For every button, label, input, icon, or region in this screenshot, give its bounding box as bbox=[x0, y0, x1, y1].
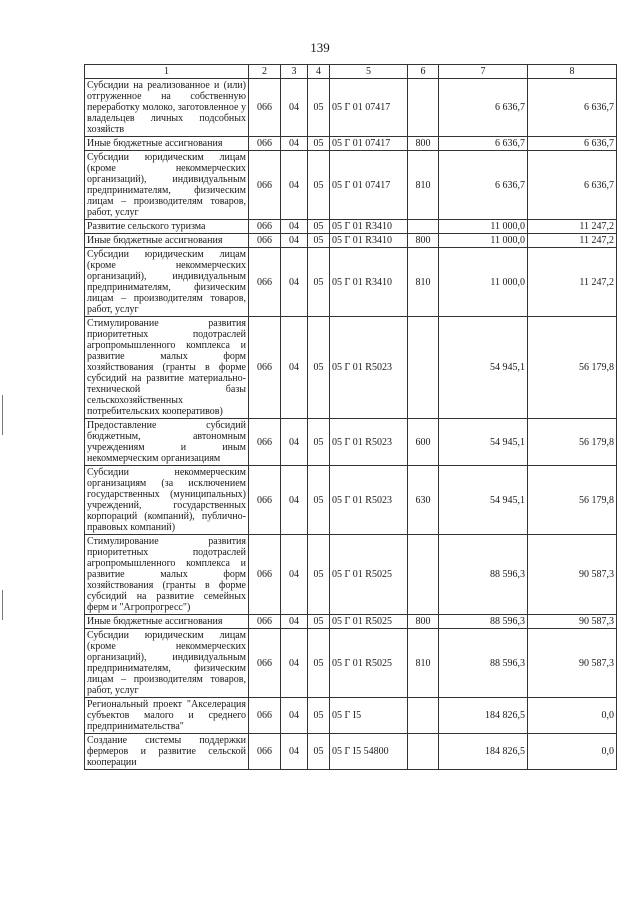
ministry-code-cell: 066 bbox=[249, 466, 281, 535]
amount-year2-cell: 11 247,2 bbox=[528, 220, 617, 234]
amount-year1-cell: 6 636,7 bbox=[439, 137, 528, 151]
table-row bbox=[85, 137, 617, 151]
target-article-cell: 05 Г 01 07417 bbox=[330, 137, 408, 151]
section-code-cell: 04 bbox=[281, 79, 308, 137]
ministry-code-cell: 066 bbox=[249, 137, 281, 151]
table-row bbox=[85, 248, 617, 317]
section-code-cell: 04 bbox=[281, 615, 308, 629]
amount-year1-cell: 11 000,0 bbox=[439, 248, 528, 317]
item-name-cell: Субсидии юридическим лицам (кроме некоммерческих организаций), индивидуальным предпринимателям, физическим лицам – производителям товаров, работ, услуг bbox=[85, 629, 249, 698]
amount-year2-cell: 90 587,3 bbox=[528, 615, 617, 629]
table-row bbox=[85, 615, 617, 629]
item-name-cell: Развитие сельского туризма bbox=[85, 220, 249, 234]
expense-type-cell: 600 bbox=[408, 419, 439, 466]
amount-year1-cell: 11 000,0 bbox=[439, 234, 528, 248]
table-row bbox=[85, 698, 617, 734]
section-code-cell: 04 bbox=[281, 137, 308, 151]
ministry-code-cell: 066 bbox=[249, 535, 281, 615]
target-article-cell: 05 Г 01 R5025 bbox=[330, 615, 408, 629]
ministry-code-cell: 066 bbox=[249, 79, 281, 137]
subsection-code-cell: 05 bbox=[308, 615, 330, 629]
amount-year2-cell: 56 179,8 bbox=[528, 419, 617, 466]
table-row bbox=[85, 234, 617, 248]
subsection-code-cell: 05 bbox=[308, 234, 330, 248]
target-article-cell: 05 Г 01 R5023 bbox=[330, 317, 408, 419]
table-row bbox=[85, 419, 617, 466]
item-name-cell: Иные бюджетные ассигнования bbox=[85, 137, 249, 151]
item-name-cell: Стимулирование развития приоритетных подотраслей агропромышленного комплекса и развитие малых форм хозяйствования (гранты в форме субсидий на развитие материально-технической базы сельскохозяйственных потребительских кооперативов) bbox=[85, 317, 249, 419]
item-name-cell: Субсидии некоммерческим организациям (за исключением государственных (муниципальных) учреждений, государственных корпораций (компаний), публично-правовых компаний) bbox=[85, 466, 249, 535]
column-header-5: 5 bbox=[330, 65, 408, 79]
section-code-cell: 04 bbox=[281, 248, 308, 317]
ministry-code-cell: 066 bbox=[249, 220, 281, 234]
amount-year1-cell: 6 636,7 bbox=[439, 79, 528, 137]
item-name-cell: Субсидии на реализованное и (или) отгруженное на собственную переработку молоко, заготовленное у владельцев личных подсобных хозяйств bbox=[85, 79, 249, 137]
expense-type-cell: 800 bbox=[408, 234, 439, 248]
target-article-cell: 05 Г 01 R5025 bbox=[330, 629, 408, 698]
amount-year2-cell: 90 587,3 bbox=[528, 629, 617, 698]
amount-year1-cell: 54 945,1 bbox=[439, 466, 528, 535]
scan-edge-mark bbox=[2, 590, 3, 620]
expense-type-cell: 810 bbox=[408, 629, 439, 698]
column-header-7: 7 bbox=[439, 65, 528, 79]
ministry-code-cell: 066 bbox=[249, 234, 281, 248]
amount-year1-cell: 184 826,5 bbox=[439, 734, 528, 770]
subsection-code-cell: 05 bbox=[308, 698, 330, 734]
subsection-code-cell: 05 bbox=[308, 535, 330, 615]
subsection-code-cell: 05 bbox=[308, 317, 330, 419]
column-header-1: 1 bbox=[85, 65, 249, 79]
ministry-code-cell: 066 bbox=[249, 317, 281, 419]
target-article-cell: 05 Г 01 R5023 bbox=[330, 419, 408, 466]
amount-year2-cell: 90 587,3 bbox=[528, 535, 617, 615]
item-name-cell: Региональный проект "Акселерация субъектов малого и среднего предпринимательства" bbox=[85, 698, 249, 734]
table-body bbox=[85, 79, 617, 770]
expense-type-cell bbox=[408, 535, 439, 615]
column-header-4: 4 bbox=[308, 65, 330, 79]
amount-year2-cell: 6 636,7 bbox=[528, 151, 617, 220]
section-code-cell: 04 bbox=[281, 698, 308, 734]
ministry-code-cell: 066 bbox=[249, 248, 281, 317]
expense-type-cell: 630 bbox=[408, 466, 439, 535]
ministry-code-cell: 066 bbox=[249, 151, 281, 220]
amount-year2-cell: 56 179,8 bbox=[528, 317, 617, 419]
expense-type-cell: 800 bbox=[408, 615, 439, 629]
ministry-code-cell: 066 bbox=[249, 615, 281, 629]
item-name-cell: Субсидии юридическим лицам (кроме некоммерческих организаций), индивидуальным предпринимателям, физическим лицам – производителям товаров, работ, услуг bbox=[85, 151, 249, 220]
table-row bbox=[85, 734, 617, 770]
subsection-code-cell: 05 bbox=[308, 79, 330, 137]
amount-year1-cell: 88 596,3 bbox=[439, 629, 528, 698]
section-code-cell: 04 bbox=[281, 151, 308, 220]
expense-type-cell bbox=[408, 317, 439, 419]
ministry-code-cell: 066 bbox=[249, 629, 281, 698]
amount-year1-cell: 54 945,1 bbox=[439, 317, 528, 419]
section-code-cell: 04 bbox=[281, 466, 308, 535]
amount-year1-cell: 54 945,1 bbox=[439, 419, 528, 466]
ministry-code-cell: 066 bbox=[249, 698, 281, 734]
column-header-3: 3 bbox=[281, 65, 308, 79]
section-code-cell: 04 bbox=[281, 220, 308, 234]
target-article-cell: 05 Г I5 54800 bbox=[330, 734, 408, 770]
expense-type-cell bbox=[408, 734, 439, 770]
item-name-cell: Стимулирование развития приоритетных подотраслей агропромышленного комплекса и развитие малых форм хозяйствования (гранты в форме субсидий на развитие семейных ферм и "Агропрогресс") bbox=[85, 535, 249, 615]
amount-year1-cell: 11 000,0 bbox=[439, 220, 528, 234]
expense-type-cell: 810 bbox=[408, 151, 439, 220]
header-row bbox=[85, 65, 617, 79]
ministry-code-cell: 066 bbox=[249, 419, 281, 466]
subsection-code-cell: 05 bbox=[308, 151, 330, 220]
subsection-code-cell: 05 bbox=[308, 629, 330, 698]
item-name-cell: Предоставление субсидий бюджетным, автономным учреждениям и иным некоммерческим организациям bbox=[85, 419, 249, 466]
table-row bbox=[85, 220, 617, 234]
table-row bbox=[85, 466, 617, 535]
subsection-code-cell: 05 bbox=[308, 419, 330, 466]
expense-type-cell bbox=[408, 220, 439, 234]
column-header-6: 6 bbox=[408, 65, 439, 79]
amount-year2-cell: 0,0 bbox=[528, 698, 617, 734]
amount-year1-cell: 88 596,3 bbox=[439, 535, 528, 615]
table-row bbox=[85, 629, 617, 698]
amount-year1-cell: 184 826,5 bbox=[439, 698, 528, 734]
ministry-code-cell: 066 bbox=[249, 734, 281, 770]
expense-type-cell: 810 bbox=[408, 248, 439, 317]
item-name-cell: Иные бюджетные ассигнования bbox=[85, 615, 249, 629]
section-code-cell: 04 bbox=[281, 535, 308, 615]
amount-year2-cell: 11 247,2 bbox=[528, 248, 617, 317]
section-code-cell: 04 bbox=[281, 629, 308, 698]
target-article-cell: 05 Г 01 07417 bbox=[330, 151, 408, 220]
amount-year2-cell: 0,0 bbox=[528, 734, 617, 770]
expense-type-cell: 800 bbox=[408, 137, 439, 151]
table-row bbox=[85, 317, 617, 419]
table-row bbox=[85, 79, 617, 137]
scan-edge-mark bbox=[2, 395, 3, 435]
amount-year2-cell: 56 179,8 bbox=[528, 466, 617, 535]
target-article-cell: 05 Г 01 07417 bbox=[330, 79, 408, 137]
subsection-code-cell: 05 bbox=[308, 734, 330, 770]
target-article-cell: 05 Г I5 bbox=[330, 698, 408, 734]
expense-type-cell bbox=[408, 698, 439, 734]
section-code-cell: 04 bbox=[281, 234, 308, 248]
amount-year1-cell: 88 596,3 bbox=[439, 615, 528, 629]
page-number: 139 bbox=[310, 40, 330, 55]
section-code-cell: 04 bbox=[281, 317, 308, 419]
item-name-cell: Субсидии юридическим лицам (кроме некоммерческих организаций), индивидуальным предпринимателям, физическим лицам – производителям товаров, работ, услуг bbox=[85, 248, 249, 317]
subsection-code-cell: 05 bbox=[308, 220, 330, 234]
target-article-cell: 05 Г 01 R3410 bbox=[330, 234, 408, 248]
item-name-cell: Иные бюджетные ассигнования bbox=[85, 234, 249, 248]
amount-year2-cell: 11 247,2 bbox=[528, 234, 617, 248]
budget-table bbox=[84, 64, 617, 770]
amount-year1-cell: 6 636,7 bbox=[439, 151, 528, 220]
target-article-cell: 05 Г 01 R3410 bbox=[330, 220, 408, 234]
subsection-code-cell: 05 bbox=[308, 248, 330, 317]
target-article-cell: 05 Г 01 R5023 bbox=[330, 466, 408, 535]
table-row bbox=[85, 151, 617, 220]
amount-year2-cell: 6 636,7 bbox=[528, 79, 617, 137]
amount-year2-cell: 6 636,7 bbox=[528, 137, 617, 151]
section-code-cell: 04 bbox=[281, 734, 308, 770]
expense-type-cell bbox=[408, 79, 439, 137]
subsection-code-cell: 05 bbox=[308, 137, 330, 151]
target-article-cell: 05 Г 01 R5025 bbox=[330, 535, 408, 615]
column-header-2: 2 bbox=[249, 65, 281, 79]
item-name-cell: Создание системы поддержки фермеров и развитие сельской кооперации bbox=[85, 734, 249, 770]
subsection-code-cell: 05 bbox=[308, 466, 330, 535]
table-row bbox=[85, 535, 617, 615]
target-article-cell: 05 Г 01 R3410 bbox=[330, 248, 408, 317]
section-code-cell: 04 bbox=[281, 419, 308, 466]
column-header-8: 8 bbox=[528, 65, 617, 79]
